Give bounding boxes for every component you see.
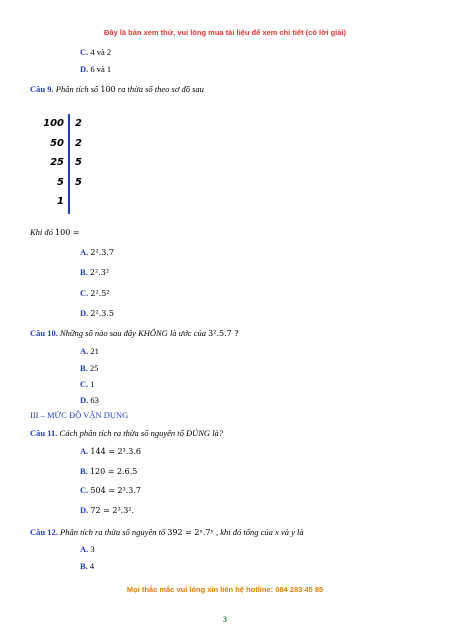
- option-label: D.: [80, 395, 89, 405]
- math-expression: 100 =: [55, 228, 80, 237]
- question-number: Câu 12.: [30, 527, 58, 537]
- option-text: 25: [89, 363, 99, 373]
- option-text: 21: [90, 346, 99, 356]
- page-footer: Mọi thắc mắc vui lòng xin liên hệ hotline: 084 283 45 85: [126, 585, 324, 594]
- option-text: 4: [89, 561, 95, 571]
- tree-right-factor: 5: [75, 157, 82, 168]
- question-text-2: ra thừa số theo sơ đồ sau: [117, 84, 204, 94]
- question-text: Phân tích số: [55, 84, 99, 94]
- question-number: Câu 11.: [30, 428, 58, 438]
- tree-left-value: 25: [50, 157, 64, 168]
- option-math: 2².3.5: [90, 309, 114, 318]
- page-header: Đây là bản xem thử, vui lòng mua tài liệu để xem chi tiết (có lời giải): [103, 28, 347, 37]
- option-math: 2².3.7: [90, 248, 114, 257]
- question-10: [30, 328, 239, 338]
- question-text: Phân tích ra thừa số nguyên tố: [60, 527, 166, 537]
- option-label: A.: [80, 544, 89, 554]
- section-heading: III – MỨC ĐỘ VẬN DỤNG: [30, 410, 129, 420]
- option-label: B.: [80, 267, 88, 277]
- math-expression: 100: [100, 85, 116, 94]
- question-text: Cách phân tích ra thừa số nguyên tố ĐÚNG là?: [59, 428, 224, 438]
- q11-option-a: [80, 446, 141, 456]
- tree-left-value: 100: [43, 118, 64, 129]
- option-label: D.: [80, 308, 89, 318]
- q9-option-c: [80, 288, 110, 298]
- factor-tree-divider: [68, 114, 70, 214]
- question-9: [30, 84, 204, 94]
- khi-do-text: Khi đó: [30, 227, 53, 237]
- q10-option-b: [80, 363, 98, 373]
- q9-option-d: [80, 308, 114, 318]
- question-text-2: , khi đó tổng của x và y là: [216, 527, 304, 537]
- tree-left-value: 5: [57, 177, 64, 188]
- option-math: 504 = 2³.3.7: [90, 486, 142, 495]
- option-text: 3: [90, 544, 95, 554]
- math-expression: 392 = 2ˣ.7ʸ: [167, 528, 214, 537]
- page-number: 3: [223, 615, 227, 624]
- q11-option-b: [80, 466, 137, 476]
- tree-left-value: 50: [50, 138, 64, 149]
- q12-option-b: [80, 561, 94, 571]
- q10-option-c: [80, 379, 95, 389]
- option-label: A.: [80, 446, 89, 456]
- tree-right-factor: 2: [75, 118, 82, 129]
- tree-left-value: 1: [57, 196, 64, 207]
- option-math: 120 = 2.6.5: [89, 467, 138, 476]
- option-label: C.: [80, 288, 89, 298]
- q11-option-c: [80, 485, 141, 495]
- tree-right-factor: 2: [75, 138, 82, 149]
- option-d: [80, 64, 111, 74]
- question-number: Câu 9.: [30, 84, 54, 94]
- question-11: [30, 428, 223, 438]
- option-label: B.: [80, 561, 88, 571]
- math-expression: 3².5.7 ?: [208, 329, 239, 338]
- option-label: C.: [80, 47, 89, 57]
- option-math: 2².3²: [89, 268, 110, 277]
- option-math: 144 = 2³.3.6: [90, 447, 142, 456]
- q10-option-a: [80, 346, 99, 356]
- q9-option-b: [80, 267, 109, 277]
- option-text: 63: [90, 395, 99, 405]
- option-text: 1: [90, 379, 95, 389]
- option-math: 72 = 2³.3².: [90, 506, 135, 515]
- khi-do-line: [30, 227, 80, 237]
- option-label: A.: [80, 346, 89, 356]
- tree-right-factor: 5: [75, 177, 82, 188]
- option-label: C.: [80, 379, 89, 389]
- option-c: [80, 47, 111, 57]
- option-label: A.: [80, 247, 89, 257]
- option-label: B.: [80, 363, 88, 373]
- option-label: D.: [80, 505, 89, 515]
- option-label: C.: [80, 485, 89, 495]
- option-math: 2².5²: [90, 289, 110, 298]
- question-number: Câu 10.: [30, 328, 58, 338]
- option-label: D.: [80, 64, 89, 74]
- question-text: Những số nào sau đây KHÔNG là ước của: [60, 328, 207, 338]
- q10-option-d: [80, 395, 99, 405]
- q9-option-a: [80, 247, 114, 257]
- q11-option-d: [80, 505, 134, 515]
- option-label: B.: [80, 466, 88, 476]
- option-text: 6 và 1: [90, 64, 112, 74]
- question-12: [30, 527, 304, 537]
- option-text: 4 và 2: [90, 47, 112, 57]
- q12-option-a: [80, 544, 95, 554]
